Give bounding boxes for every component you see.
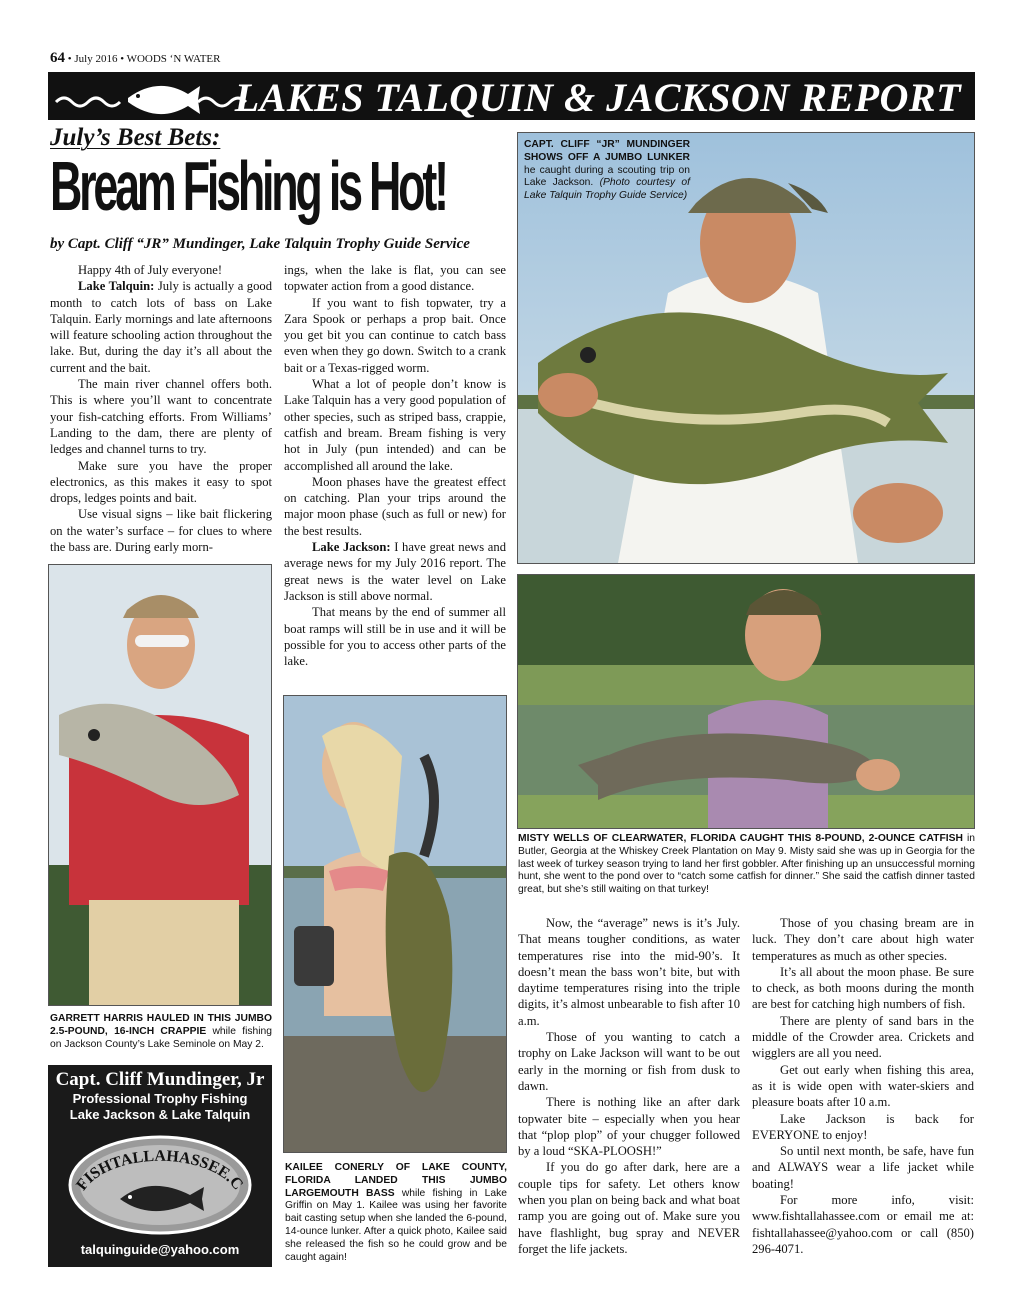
paragraph: ings, when the lake is flat, you can see topwater action from a good distance. bbox=[284, 263, 506, 294]
paragraph: What a lot of people don’t know is Lake Talquin has a very good population of other species, such as striped bass, crappie, catfish and bream. Bream fishing is very hot in July (pun intended) and can be accomplished all around the lake. bbox=[284, 377, 506, 473]
paragraph: If you want to fish topwater, try a Zara Spook or perhaps a prop bait. Once you get bit you can continue to catch bass even when they go down. Switch to a crank bait or a Texas-rigged worm. bbox=[284, 295, 506, 375]
photo-crappie bbox=[48, 564, 272, 1006]
paragraph: It’s all about the moon phase. Be sure to check, as both moons during the month are best for catching high numbers of fish. bbox=[752, 964, 974, 1012]
paragraph: Lake Jackson is back for EVERYONE to enjoy! bbox=[752, 1111, 974, 1142]
paragraph-lead: Lake Talquin: bbox=[78, 279, 155, 294]
photo-largemouth-bass bbox=[283, 695, 507, 1153]
ad-tagline: Professional Trophy Fishing bbox=[72, 1091, 248, 1106]
caption-lead: GARRETT HARRIS HAULED IN THIS JUMBO 2.5-POUND, 16-INCH CRAPPIE bbox=[50, 1013, 272, 1037]
caption-captain-bass: CAPT. CLIFF “JR” MUNDINGER SHOWS OFF A JUMBO LUNKER he caught during a scouting trip on Lake Jackson. (Photo courtesy of Lake Talquin Trophy Guide Service) bbox=[524, 139, 690, 202]
logo-text: FISHTALLAHASSEE.C bbox=[73, 1147, 247, 1194]
paragraph: Lake Talquin: July is actually a good month to catch lots of bass on Lake Talquin. Early mornings and late afternoons will feature schooling action throughout the lake. But, during the day it’s all about the current and the bait. bbox=[50, 279, 272, 375]
paragraph: Make sure you have the proper electronics, as this makes it easy to spot drops, ledges points and bait. bbox=[50, 458, 272, 506]
paragraph: Now, the “average” news is it’s July. That means tougher conditions, as water temperatures rise into the mid-90’s. It doesn’t mean the bass won’t bite, but with daytime temperatures rising into the triple digits, it’s almost unbearable to fish after 10 a.m. bbox=[518, 916, 740, 1028]
paragraph: Those of you wanting to catch a trophy on Lake Jackson will want to be out early in the morning or fish from dusk to dawn. bbox=[518, 1030, 740, 1093]
ad-lakes: Lake Jackson & Lake Talquin bbox=[69, 1107, 251, 1122]
photo-crappie-image bbox=[49, 565, 272, 1006]
photo-catfish bbox=[517, 574, 975, 829]
article-column-2 bbox=[284, 262, 506, 669]
photo-credit: (Photo courtesy of Lake Talquin Trophy Guide Service) bbox=[524, 177, 690, 202]
section-banner bbox=[48, 72, 975, 120]
paragraph: There is nothing like an after dark topwater bite – especially when you hear that “plop plop” of your chugger followed by a loud “SKA-PLOOSH!” bbox=[518, 1095, 740, 1159]
caption-lead: KAILEE CONERLY OF LAKE COUNTY, FLORIDA LANDED THIS JUMBO LARGEMOUTH BASS bbox=[285, 1162, 507, 1199]
paragraph: Moon phases have the greatest effect on catching. Plan your trips around the major moon phase (such as full or new) for the best results. bbox=[284, 474, 506, 538]
article-byline: by Capt. Cliff “JR” Mundinger, Lake Talquin Trophy Guide Service bbox=[50, 236, 470, 252]
page-number: 64 bbox=[50, 50, 65, 66]
caption-largemouth-bass: KAILEE CONERLY OF LAKE COUNTY, FLORIDA LANDED THIS JUMBO LARGEMOUTH BASS while fishing in Lake Griffin on May 1. Kailee was using her favorite bait casting setup when she landed the 6-pound, 14-ounce lunker. After a quick photo, Kailee said she released the fish so he could grow and be caught again! bbox=[285, 1162, 507, 1263]
article-column-3 bbox=[518, 915, 740, 1257]
fishtallahassee-logo-icon bbox=[60, 1127, 260, 1237]
page-folio bbox=[50, 50, 221, 67]
ad-name: Capt. Cliff Mundinger, Jr bbox=[55, 1069, 265, 1090]
paragraph: Happy 4th of July everyone! bbox=[78, 263, 223, 277]
paragraph: Those of you chasing bream are in luck. They don’t care about high water temperatures as much as other species. bbox=[752, 916, 974, 963]
paragraph: The main river channel offers both. This is where you’ll want to concentrate your fish-catching efforts. From Williams’ Landing to the dam, there are plenty of ledges and channel turns to try. bbox=[50, 377, 272, 457]
paragraph: For more info, visit: www.fishtallahassee.com or email me at: fishtallahassee@yahoo.com or call (850) 296-4071. bbox=[752, 1193, 974, 1256]
paragraph: Lake Jackson: I have great news and average news for my July 2016 report. The great news is the water level on Lake Jackson is still above normal. bbox=[284, 540, 506, 603]
article-column-1 bbox=[50, 262, 272, 555]
paragraph: Use visual signs – like bait flickering on the water’s surface – for clues to where the bass are. During early morn- bbox=[50, 507, 272, 555]
photo-largemouth-bass-image bbox=[284, 696, 507, 1153]
banner-title: LAKES TALQUIN & JACKSON REPORT bbox=[234, 75, 961, 120]
caption-crappie: GARRETT HARRIS HAULED IN THIS JUMBO 2.5-POUND, 16-INCH CRAPPIE while fishing on Jackson County’s Lake Seminole on May 2. bbox=[50, 1013, 272, 1050]
caption-catfish: MISTY WELLS OF CLEARWATER, FLORIDA CAUGHT THIS 8-POUND, 2-OUNCE CATFISH in Butler, Georgia at the Whiskey Creek Plantation on May 9. Misty said she was up in Georgia for the last week of turkey season trying to land her first gobbler. After finishing up an unsuccessful morning hunt, she went to the pond over to “catch some catfish for dinner.” She said the catfish dinner tasted great, but she’s still waiting on that turkey! bbox=[518, 833, 975, 896]
paragraph: There are plenty of sand bars in the middle of the Crowder area. Crickets and wigglers are all you need. bbox=[752, 1013, 974, 1061]
article-kicker: July’s Best Bets: bbox=[50, 124, 221, 151]
ad-email: talquinguide@yahoo.com bbox=[80, 1242, 240, 1257]
folio-issue: • July 2016 • WOODS ‘N WATER bbox=[65, 53, 221, 65]
article-headline: Bream Fishing is Hot! bbox=[50, 147, 446, 225]
guide-service-ad bbox=[48, 1065, 272, 1267]
caption-lead: MISTY WELLS OF CLEARWATER, FLORIDA CAUGHT THIS 8-POUND, 2-OUNCE CATFISH bbox=[518, 833, 963, 844]
caption-lead: CAPT. CLIFF “JR” MUNDINGER SHOWS OFF A JUMBO LUNKER bbox=[524, 139, 690, 163]
paragraph: If you do go after dark, here are a couple tips for safety. Let others know when you plan on being back and what boat ramp you are going out of. Make sure you have flashlight, bug spray and NEVER forget the life jackets. bbox=[518, 1160, 740, 1256]
paragraph-lead: Lake Jackson: bbox=[312, 540, 391, 555]
article-column-4 bbox=[752, 915, 974, 1257]
photo-catfish-image bbox=[518, 575, 975, 829]
paragraph: That means by the end of summer all boat ramps will still be in use and it will be possible for you to access other parts of the lake. bbox=[284, 605, 506, 669]
paragraph: So until next month, be safe, have fun and ALWAYS wear a life jacket while boating! bbox=[752, 1144, 974, 1191]
paragraph: Get out early when fishing this area, as it is wide open with water-skiers and pleasure boats after 10 a.m. bbox=[752, 1062, 974, 1110]
fish-wave-icon bbox=[48, 72, 248, 120]
